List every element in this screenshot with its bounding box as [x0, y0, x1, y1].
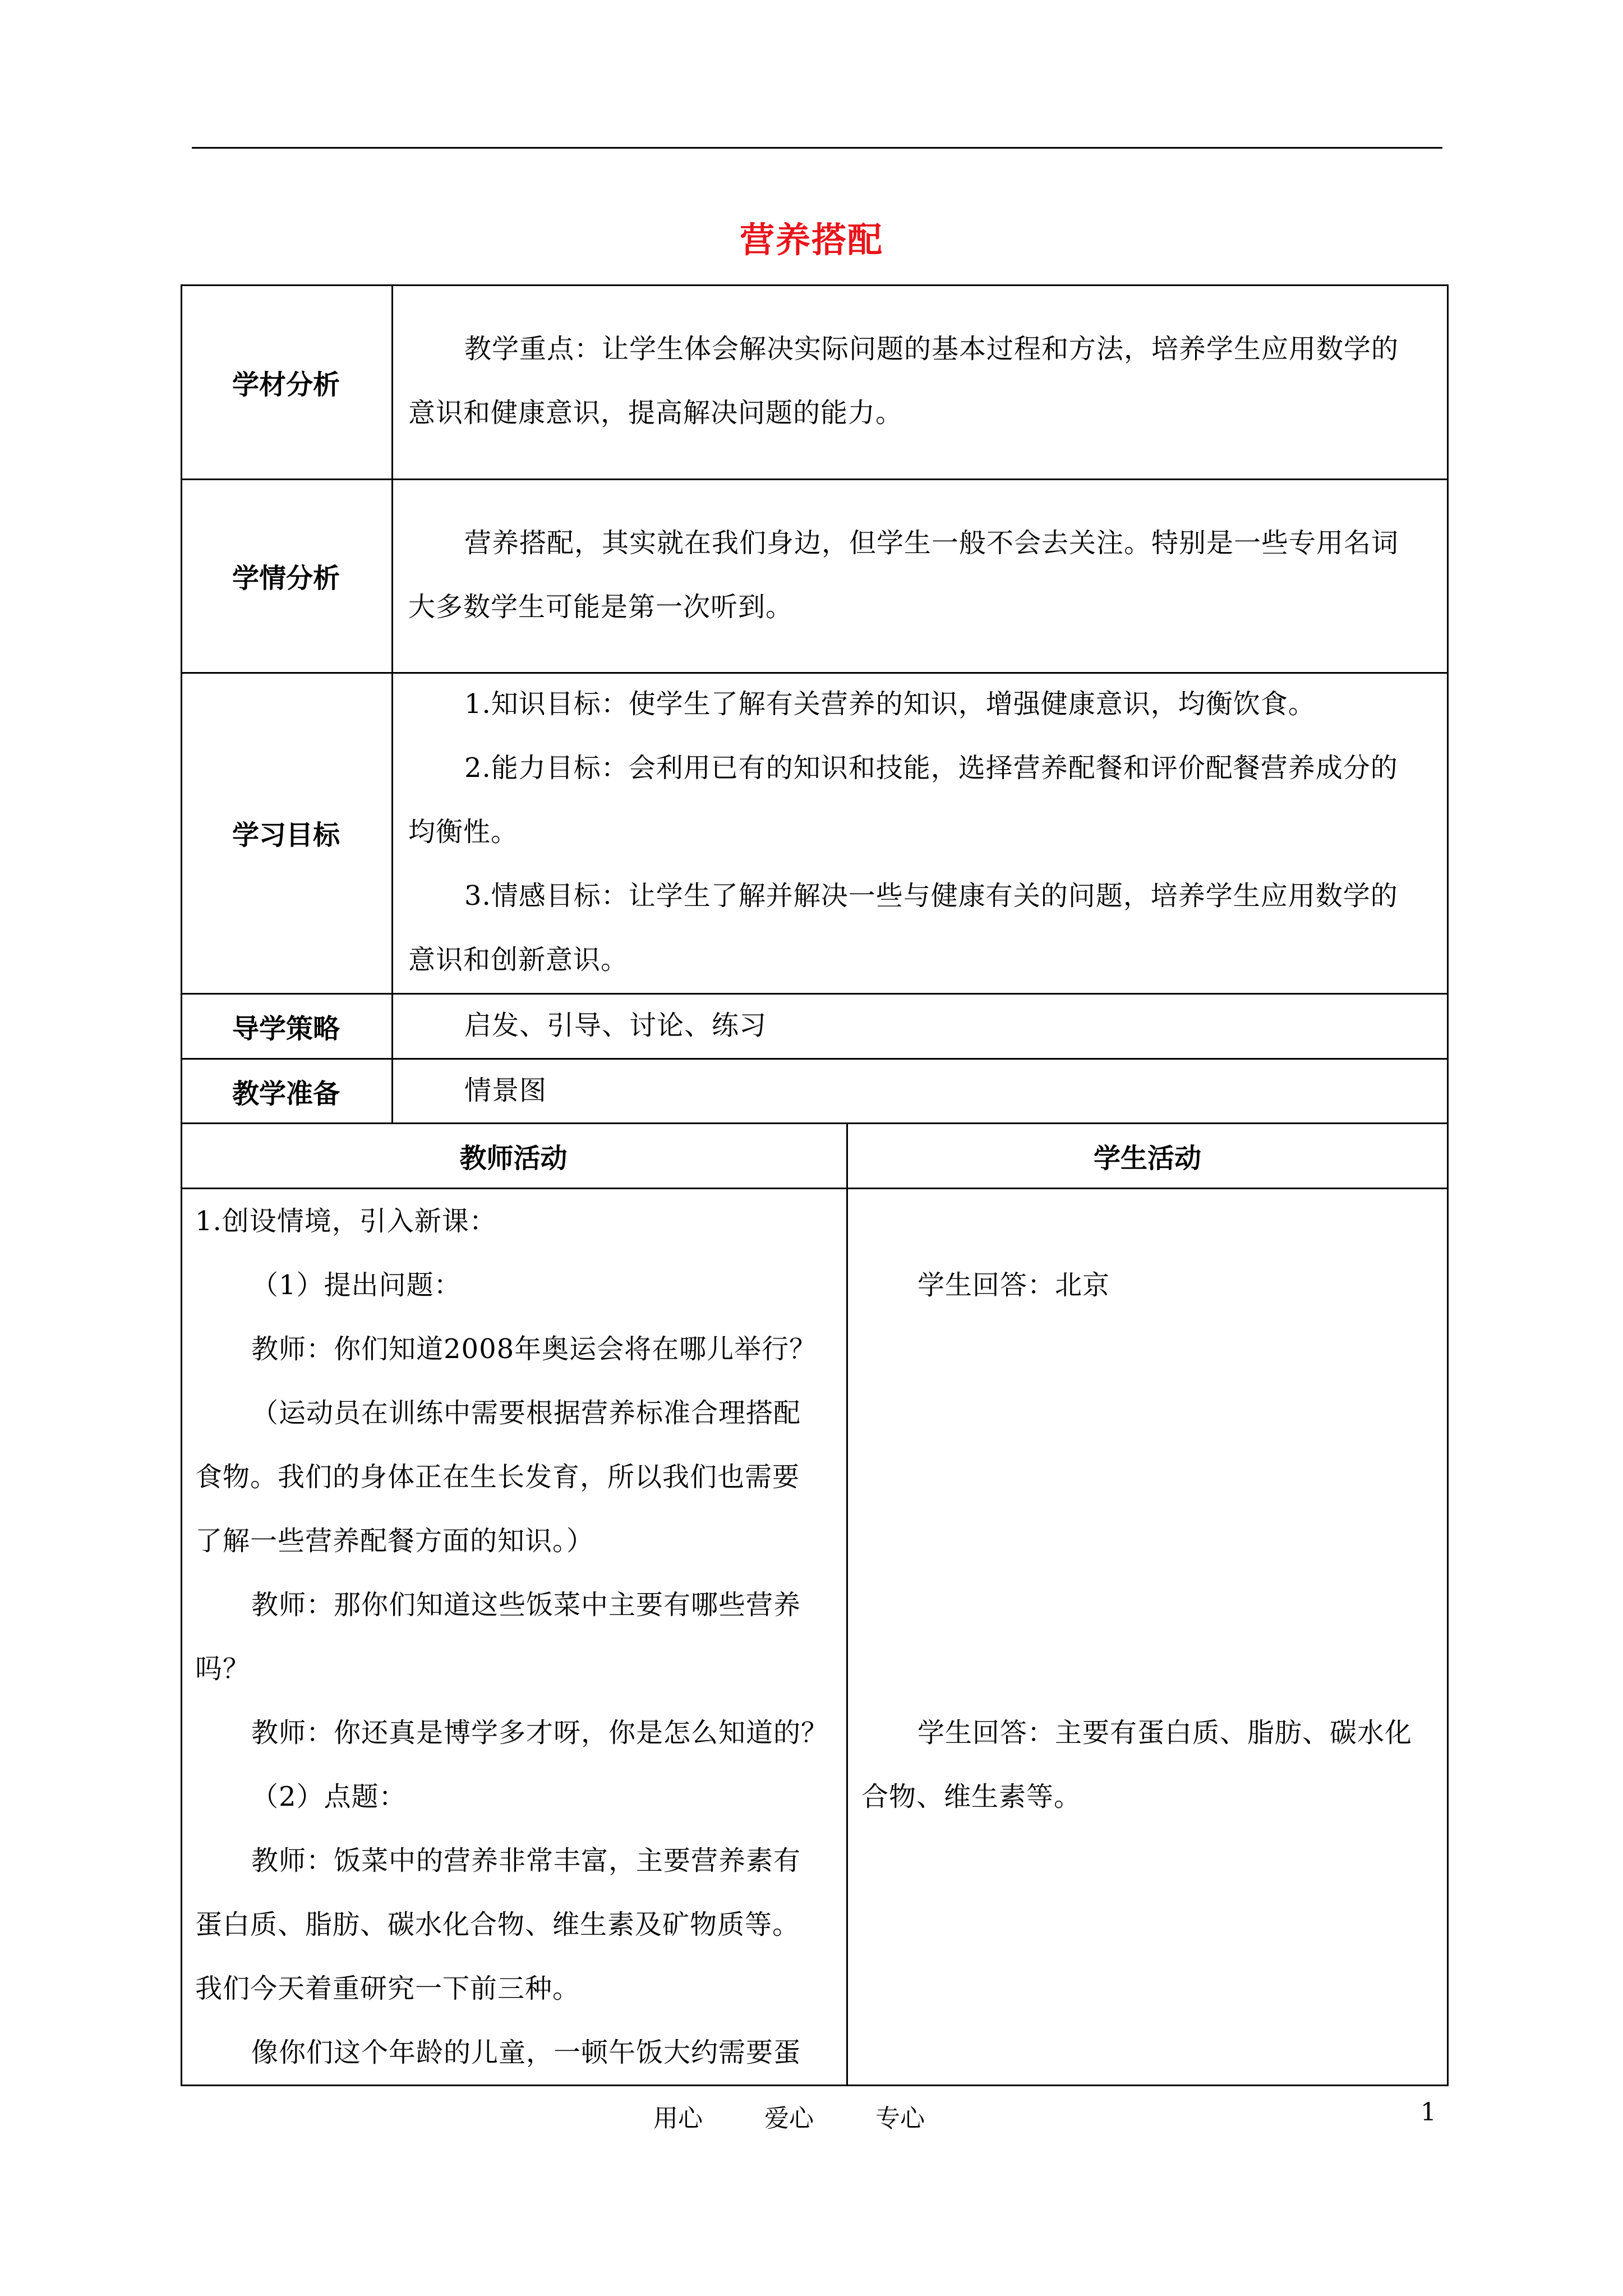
learning-goal-knowledge: 1.知识目标：使学生了解有关营养的知识，增强健康意识，均衡饮食。 — [464, 688, 1316, 720]
guidance-strategy-text: 启发、引导、讨论、练习 — [464, 1010, 767, 1041]
teacher-line: （1）提出问题： — [251, 1269, 462, 1301]
teacher-line: 教师：你们知道2008年奥运会将在哪儿举行？ — [251, 1333, 817, 1365]
teacher-line: 蛋白质、脂肪、碳水化合物、维生素及矿物质等。 — [195, 1909, 800, 1940]
teacher-line: 1.创设情境，引入新课： — [195, 1205, 497, 1237]
row-label-teaching-prep: 教学准备 — [232, 1078, 340, 1110]
document-title: 营养搭配 — [739, 219, 883, 260]
student-analysis-line-1: 营养搭配，其实就在我们身边，但学生一般不会去关注。特别是一些专用名词 — [464, 527, 1399, 559]
page-number: 1 — [1421, 2098, 1436, 2127]
teacher-line: （2）点题： — [251, 1781, 407, 1812]
teacher-line: 食物。我们的身体正在生长发育，所以我们也需要 — [195, 1461, 800, 1493]
footer-word-3: 专心 — [875, 2104, 925, 2133]
label-column-divider — [391, 284, 393, 1124]
student-line: 学生回答：主要有蛋白质、脂肪、碳水化 — [917, 1717, 1413, 1749]
row-label-student-analysis: 学情分析 — [232, 563, 340, 594]
teacher-line: 教师：你还真是博学多才呀，你是怎么知道的？ — [251, 1717, 829, 1749]
row-divider — [181, 478, 1449, 480]
teacher-line: 了解一些营养配餐方面的知识。） — [195, 1525, 594, 1557]
teacher-line: 教师：饭菜中的营养非常丰富，主要营养素有 — [251, 1845, 801, 1876]
student-analysis-line-2: 大多数学生可能是第一次听到。 — [408, 591, 794, 623]
activity-column-divider — [846, 1122, 848, 2086]
row-divider — [181, 993, 1449, 995]
student-line: 学生回答：北京 — [917, 1269, 1110, 1301]
student-line: 合物、维生素等。 — [861, 1781, 1082, 1812]
row-label-learning-goals: 学习目标 — [232, 820, 340, 851]
footer-word-1: 用心 — [653, 2104, 703, 2133]
teacher-line: （运动员在训练中需要根据营养标准合理搭配 — [251, 1397, 801, 1429]
learning-goal-emotion-cont: 意识和创新意识。 — [408, 944, 629, 976]
teaching-prep-text: 情景图 — [464, 1075, 547, 1106]
learning-goal-ability: 2.能力目标：会利用已有的知识和技能，选择营养配餐和评价配餐营养成分的 — [464, 752, 1398, 784]
teacher-line: 我们今天着重研究一下前三种。 — [195, 1973, 580, 2004]
learning-goal-emotion: 3.情感目标：让学生了解并解决一些与健康有关的问题，培养学生应用数学的 — [464, 880, 1398, 912]
teacher-activity-header: 教师活动 — [459, 1143, 568, 1174]
material-analysis-line-2: 意识和健康意识，提高解决问题的能力。 — [408, 397, 903, 429]
row-label-material-analysis: 学材分析 — [232, 369, 340, 401]
material-analysis-line-1: 教学重点：让学生体会解决实际问题的基本过程和方法，培养学生应用数学的 — [464, 333, 1399, 365]
teacher-line: 吗？ — [195, 1653, 251, 1685]
row-divider — [181, 1122, 1449, 1124]
teacher-line: 教师：那你们知道这些饭菜中主要有哪些营养 — [251, 1589, 801, 1621]
header-rule — [192, 147, 1442, 149]
row-label-guidance-strategy: 导学策略 — [232, 1013, 340, 1045]
teacher-line: 像你们这个年龄的儿童，一顿午饭大约需要蛋 — [251, 2037, 801, 2068]
row-divider — [181, 1058, 1449, 1060]
footer-word-2: 爱心 — [764, 2104, 814, 2133]
learning-goal-ability-cont: 均衡性。 — [408, 816, 519, 848]
student-activity-header: 学生活动 — [1093, 1143, 1201, 1174]
